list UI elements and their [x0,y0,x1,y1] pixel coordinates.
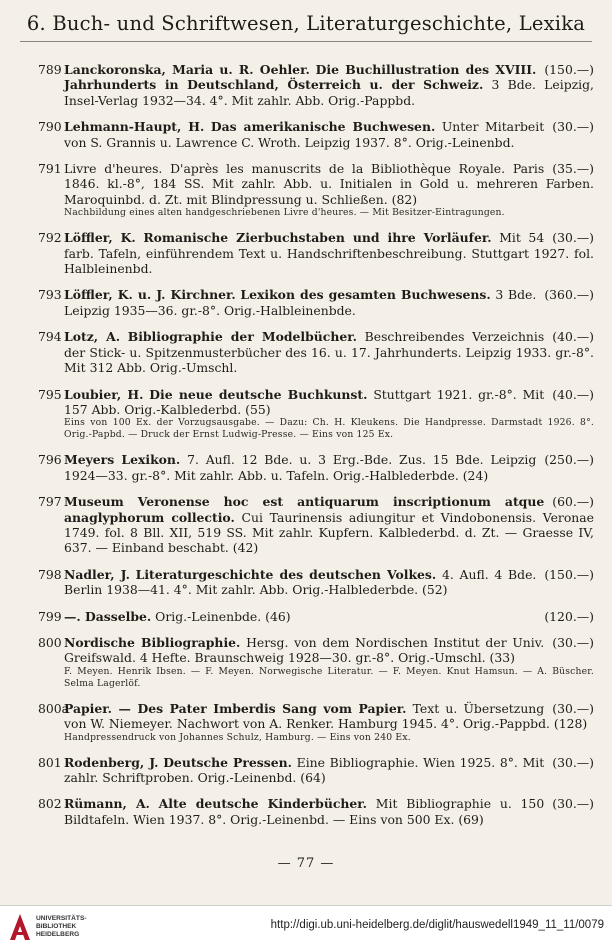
entry-note: Handpressendruck von Johannes Schulz, Hamburg. — Eins von 240 Ex. [64,731,411,743]
entry-price: (40.—) [552,386,594,402]
catalog-entry [38,755,594,786]
entry-title: Alte deutsche Kinderbücher. [158,796,367,812]
page-number: — 77 — [277,856,335,871]
entry-number: 796 [38,452,62,468]
catalog-entry [38,287,594,318]
entry-author: Papier. — Des Pater Imberdis Sang vom Papier. [64,700,407,716]
catalog-entry [38,567,594,598]
entry-number: 802 [38,796,62,812]
entry-author: —. Dasselbe. [64,608,152,624]
entry-title: Literaturgeschichte des deutschen Volkes. [135,566,437,582]
entry-author: Nordische Bibliographie. [64,634,241,650]
entry-body [64,701,594,732]
entry-title: Deutsche Pressen. [163,754,292,770]
entry-body [64,329,594,375]
university-library-logo-icon [8,912,32,942]
catalog-entry [38,701,594,744]
entry-number: 801 [38,754,62,770]
entry-number: 791 [38,161,62,177]
entry-body [64,494,594,556]
entry-number: 792 [38,230,62,246]
entry-title: Romanische Zierbuchstaben und ihre Vorläufer. [143,230,492,246]
catalog-entry [38,609,594,624]
entry-details: Hersg. von dem Nordischen Institut der Univ. Greifswald. 4 Hefte. Braunschweig 1928—30. gr.-8°. Orig.-Umschl. (33) [64,634,545,666]
entry-note: Eins von 100 Ex. der Vorzugsausgabe. — Dazu: Ch. H. Kleukens. Die Handpresse. Darmstadt 1926. 8°. Orig.-Papbd. — Druck der Ernst Ludwig-Presse. — Eins von 125 Ex. [64,417,594,441]
entry-price: (35.—) [552,161,594,177]
catalog-entry [38,635,594,690]
entry-price: (150.—) [544,62,594,77]
entry-price: (150.—) [544,566,594,582]
entry-body [64,119,594,150]
institution-name: UNIVERSITÄTS- BIBLIOTHEK HEIDELBERG [36,915,87,938]
entry-price: (120.—) [544,608,594,624]
entry-body [64,635,594,666]
entry-details: 3 Bde. Leipzig 1935—36. gr.-8°. Orig.-Halbleinenbde. [64,287,537,318]
entry-title: Lexikon des gesamten Buchwesens. [240,287,491,303]
entry-author: Nadler, J. [64,566,130,582]
entry-number: 790 [38,119,62,135]
entries-list [38,62,594,838]
entry-author: Loubier, H. [64,386,144,402]
entry-body [64,452,594,483]
entry-price: (360.—) [544,287,594,303]
entry-note: Nachbildung eines alten handgeschriebenen Livre d'heures. — Mit Besitzer-Eintragungen. [64,207,505,219]
entry-body [64,287,594,318]
entry-number: 800a [38,700,70,716]
entry-title: Bibliographie der Modelbücher. [127,329,357,345]
entry-body [64,796,594,827]
entry-details: Livre d'heures. D'après les manuscrits de la Bibliothèque Royale. Paris 1846. kl.-8°, 184 SS. Mit zahlr. Abb. u. Initialen in Gold u. mehreren Farben. Maroquinbd. d. Zt. mit Blindpressung u. Schließen. (82) [64,161,594,207]
entry-number: 795 [38,386,62,402]
entry-number: 794 [38,329,62,345]
entry-title: Die Buchillustration des XVIII. Jahrhunderts in Deutschland, Österreich u. der Schweiz. [64,62,537,93]
entry-details: Orig.-Leinenbde. (46) [155,608,291,624]
entry-author: Lotz, A. [64,329,121,345]
entry-details: 4. Aufl. 4 Bde. Berlin 1938—41. 4°. Mit zahlr. Abb. Orig.-Halblederbde. (52) [64,566,537,598]
entry-number: 798 [38,566,62,582]
entry-body [64,230,594,276]
entry-author: Löffler, K. [64,230,136,246]
entry-author: Meyers Lexikon. [64,452,181,468]
entry-title: Das amerikanische Buchwesen. [210,119,436,135]
entry-author: Rümann, A. [64,796,150,812]
entry-price: (30.—) [552,700,594,716]
entry-body [64,62,594,108]
catalog-entry [38,387,594,442]
entry-details: Beschreibendes Verzeichnis der Stick- u. Spitzenmusterbücher des 16. u. 17. Jahrhunderts. Leipzig 1933. gr.-8°. Mit 312 Abb. Orig.-Umschl. [64,329,594,376]
entry-price: (30.—) [552,796,594,812]
entry-details: Stuttgart 1921. gr.-8°. Mit 157 Abb. Orig.-Kalblederbd. (55) [64,386,545,417]
entry-price: (30.—) [552,634,594,650]
entry-title: Die neue deutsche Buchkunst. [149,386,368,402]
entry-body [64,567,594,598]
entry-details: Text u. Übersetzung von W. Niemeyer. Nachwort von A. Renker. Hamburg 1945. 4°. Orig.-Pappbd. (128) [64,700,588,732]
entry-number: 789 [38,62,62,77]
catalog-entry [38,796,594,827]
entry-details: Mit Bibliographie u. 150 Bildtafeln. Wien 1937. 8°. Orig.-Leinenbd. — Eins von 500 Ex. (69) [64,796,545,827]
catalog-entry [38,62,594,108]
entry-price: (40.—) [552,329,594,345]
entry-note: F. Meyen. Henrik Ibsen. — F. Meyen. Norwegische Literatur. — F. Meyen. Knut Hamsun. — A. Büscher. Selma Lagerlöf. [64,665,594,689]
entry-body [64,161,594,207]
entry-price: (30.—) [552,119,594,135]
entry-details: Cui Taurinensis adiungitur et Vindobonensis. Veronae 1749. fol. 8 Bll. XII, 519 SS. Mit zahlr. Kupfern. Kalblederbd. d. Zt. — Graesse IV, 637. — Einband beschabt. (42) [64,509,594,556]
entry-number: 799 [38,608,62,624]
entry-author: Museum Veronense hoc est antiquarum inscriptionum atque anaglyphorum collectio. [64,494,545,525]
entry-body [64,387,594,418]
catalog-entry [38,329,594,375]
entry-author: Rodenberg, J. [64,754,159,770]
entry-author: Lehmann-Haupt, H. [64,119,205,135]
entry-price: (30.—) [552,754,594,770]
entry-details: 7. Aufl. 12 Bde. u. 3 Erg.-Bde. Zus. 15 Bde. Leipzig 1924—33. gr.-8°. Mit zahlr. Abb. u. Tafeln. Orig.-Halblederbde. (24) [64,452,537,483]
catalog-entry [38,452,594,483]
entry-price: (30.—) [552,230,594,246]
page-header: 6. Buch- und Schriftwesen, Literaturgeschichte, Lexika [20,12,592,42]
footer-bar [0,905,612,951]
entry-number: 793 [38,287,62,303]
entry-details: 3 Bde. Leipzig, Insel-Verlag 1932—34. 4°. Mit zahlr. Abb. Orig.-Pappbd. [64,77,594,108]
catalog-entry [38,230,594,276]
entry-details: Unter Mitarbeit von S. Grannis u. Lawrence C. Wroth. Leipzig 1937. 8°. Orig.-Leinenbd. [64,119,545,150]
entry-number: 797 [38,494,62,510]
catalog-entry [38,119,594,150]
entry-author: Lanckoronska, Maria u. R. Oehler. [64,62,310,77]
entry-author: Löffler, K. u. J. Kirchner. [64,287,236,303]
catalog-entry [38,161,594,219]
source-url-link[interactable]: http://digi.ub.uni-heidelberg.de/diglit/hauswedell1949_11_11/0079 [270,919,604,931]
entry-number: 800 [38,634,62,650]
catalog-entry [38,494,594,556]
entry-price: (250.—) [544,452,594,468]
entry-body [64,609,594,624]
entry-details: Eine Bibliographie. Wien 1925. 8°. Mit zahlr. Schriftproben. Orig.-Leinenbd. (64) [64,754,545,785]
entry-details: Mit 54 farb. Tafeln, einführendem Text u. Handschriftenbeschreibung. Stuttgart 1927. fol. Halbleinenbd. [64,230,594,277]
entry-body [64,755,594,786]
entry-price: (60.—) [552,494,594,510]
